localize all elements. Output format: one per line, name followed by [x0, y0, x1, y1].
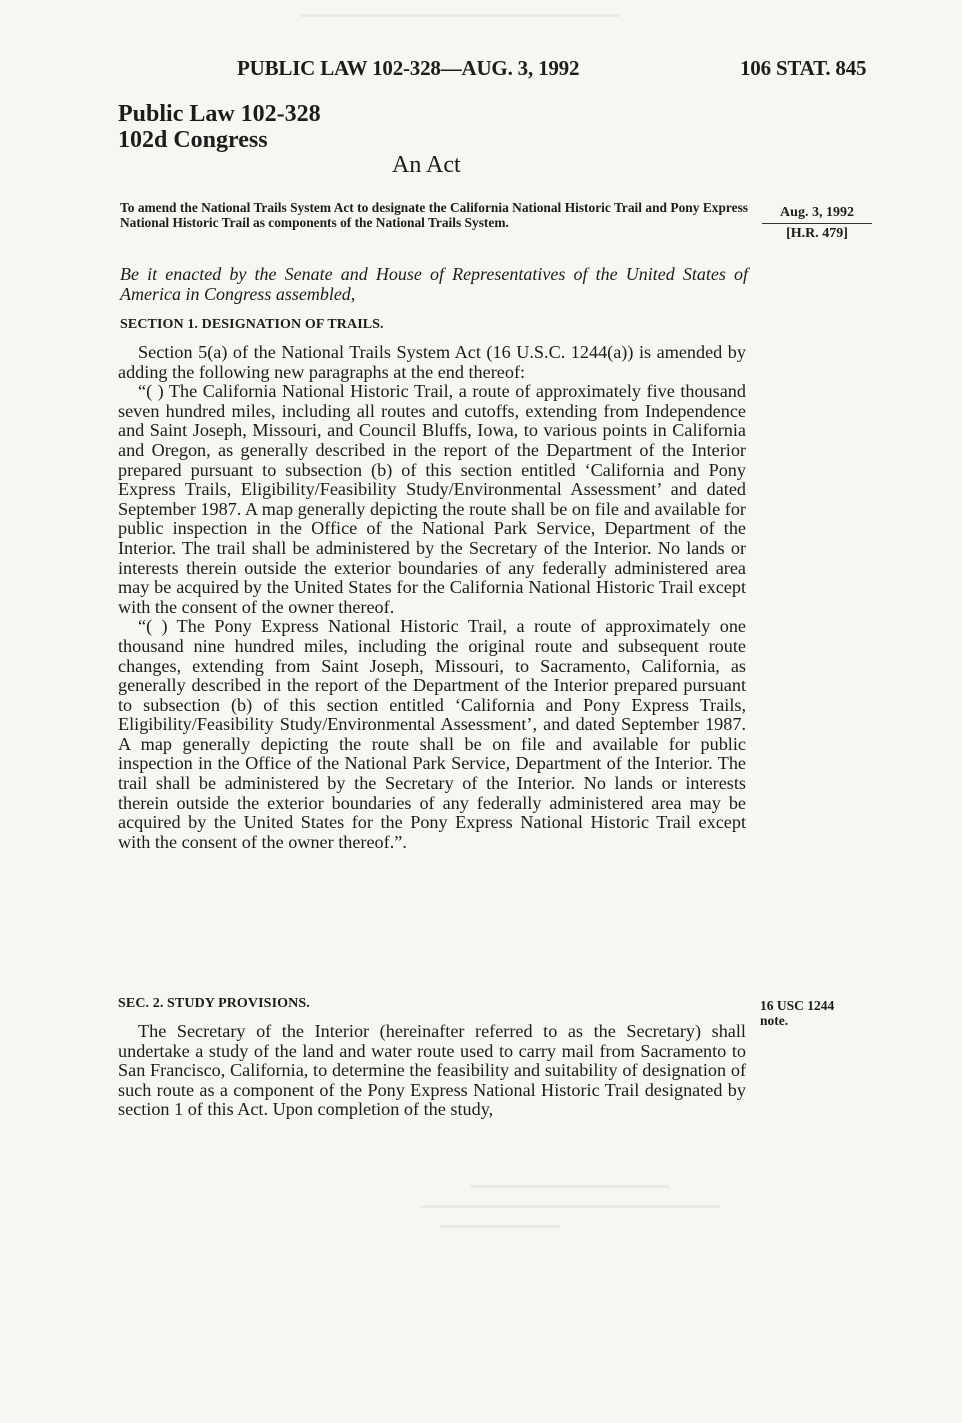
section-1-body	[118, 343, 746, 852]
enacting-clause: Be it enacted by the Senate and House of Representatives of the United States of America in Congress assembled,	[120, 264, 748, 304]
section-2-paragraph: The Secretary of the Interior (hereinafter referred to as the Secretary) shall undertake a study of the land and water route used to carry mail from Sacramento to San Francisco, California, to determine the feasibility and suitability of designation of such route as a component of the Pony Express National Historic Trail designated by section 1 of this Act. Upon completion of the study,	[118, 1021, 746, 1120]
approval-date: Aug. 3, 1992	[762, 204, 872, 224]
show-through-mark	[470, 1185, 670, 1188]
section-1-paragraph: Section 5(a) of the National Trails System Act (16 U.S.C. 1244(a)) is amended by adding the following new paragraphs at the end thereof:	[118, 342, 746, 382]
stat-page-number: 106 STAT. 845	[740, 56, 867, 80]
running-title: PUBLIC LAW 102-328—AUG. 3, 1992	[237, 56, 580, 80]
section-1-heading: SECTION 1. DESIGNATION OF TRAILS.	[120, 317, 384, 332]
congress-number: 102d Congress	[118, 127, 268, 153]
show-through-mark	[440, 1225, 560, 1228]
show-through-mark	[300, 14, 620, 17]
section-2-body	[118, 1022, 746, 1120]
purpose-clause: To amend the National Trails System Act to designate the California National Historic Trail and Pony Express National Historic Trail as components of the National Trails System.	[120, 200, 748, 230]
section-2-heading: SEC. 2. STUDY PROVISIONS.	[118, 996, 310, 1011]
usc-margin-note: 16 USC 1244 note.	[760, 998, 835, 1028]
law-title-block	[118, 101, 321, 153]
margin-date-note	[762, 204, 872, 242]
bill-number: [H.R. 479]	[786, 226, 848, 241]
section-1-paragraph: “( ) The California National Historic Trail, a route of approximately five thousand seven hundred miles, including all routes and cutoffs, extending from Independence and Saint Joseph, Missouri, and Council Bluffs, Iowa, to various points in California and Oregon, as generally described in the report of the Department of the Interior prepared pursuant to subsection (b) of this section entitled ‘California and Pony Express Trails, Eligibility/Feasibility Study/Environmental Assessment’ and dated September 1987. A map generally depicting the route shall be on file and available for public inspection in the Office of the National Park Service, Department of the Interior. The trail shall be administered by the Secretary of the Interior. No lands or interests therein outside the exterior boundaries of any federally administered area may be acquired by the United States for the California National Historic Trail except with the consent of the owner thereof.	[118, 381, 746, 617]
act-heading: An Act	[392, 152, 461, 178]
public-law-number: Public Law 102-328	[118, 101, 321, 127]
show-through-mark	[420, 1205, 720, 1208]
section-1-paragraph: “( ) The Pony Express National Historic Trail, a route of approximately one thousand nine hundred miles, including the original route and subsequent route changes, extending from Saint Joseph, Missouri, to Sacramento, California, as generally described in the report of the Department of the Interior prepared pursuant to subsection (b) of this section entitled ‘California and Pony Express Trails, Eligibility/Feasibility Study/Environmental Assessment’, and dated September 1987. A map generally depicting the route shall be on file and available for public inspection in the Office of the National Park Service, Department of the Interior. The trail shall be administered by the Secretary of the Interior. No lands or interests therein outside the exterior boundaries of any federally administered area may be acquired by the United States for the Pony Express National Historic Trail except with the consent of the owner thereof.”.	[118, 616, 746, 852]
